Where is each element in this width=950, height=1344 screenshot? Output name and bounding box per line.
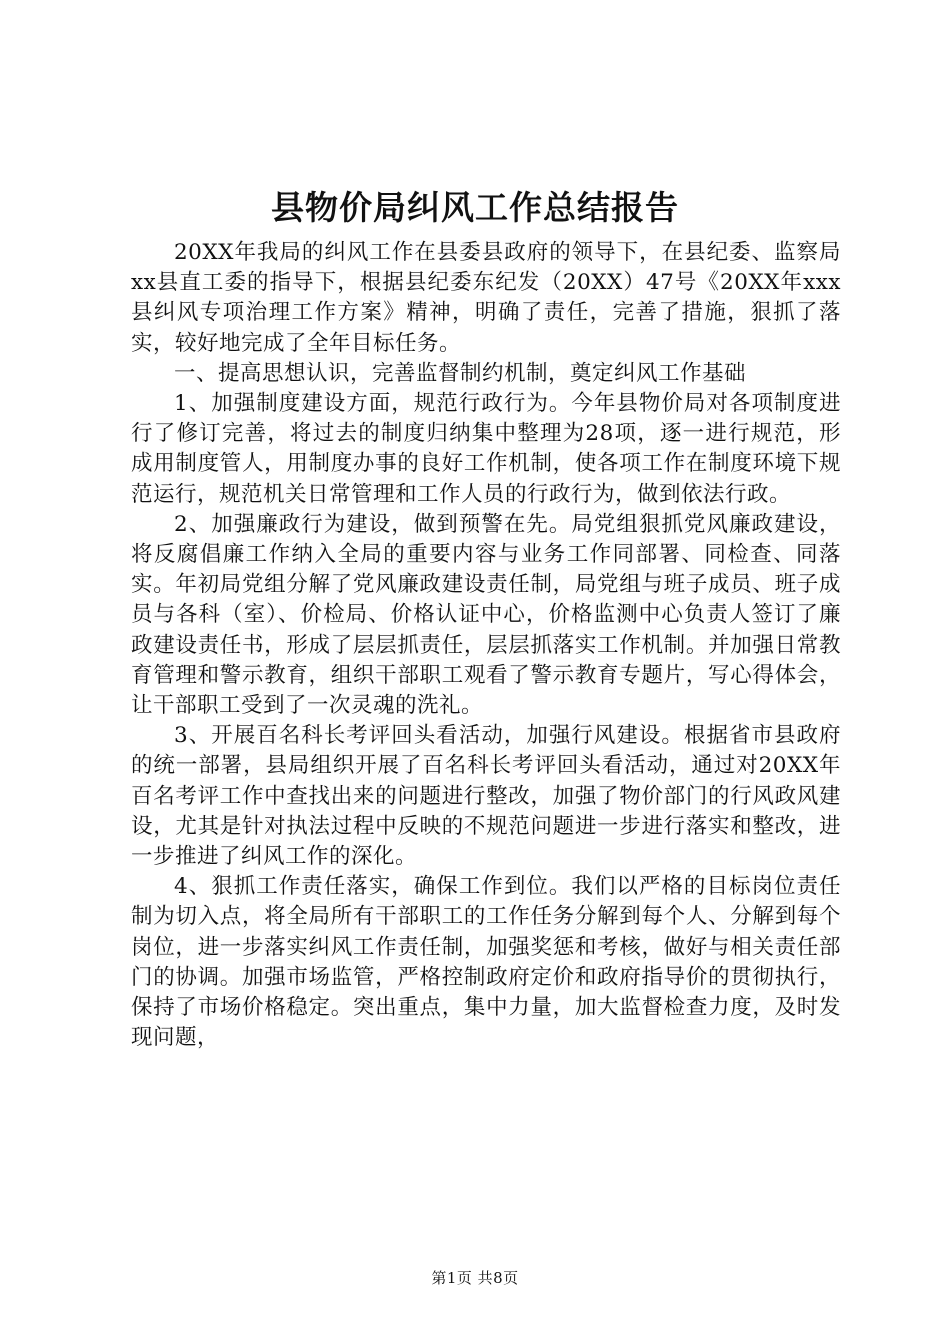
paragraph-item-4: 4、狠抓工作责任落实，确保工作到位。我们以严格的目标岗位责任制为切入点，将全局所有干部职工的工作任务分解到每个人、分解到每个岗位，进一步落实纠风工作责任制，加强奖惩和考核，做好与相关责任部门的协调。加强市场监管，严格控制政府定价和政府指导价的贯彻执行，保持了市场价格稳定。突出重点，集中力量，加大监督检查力度，及时发现问题， (131, 874, 841, 1051)
paragraph-intro: 20XX年我局的纠风工作在县委县政府的领导下，在县纪委、监察局xx县直工委的指导下，根据县纪委东纪发（20XX）47号《20XX年xxx县纠风专项治理工作方案》精神，明确了责任，完善了措施，狠抓了落实，较好地完成了全年目标任务。 (131, 240, 841, 356)
paragraph-item-2: 2、加强廉政行为建设，做到预警在先。局党组狠抓党风廉政建设，将反腐倡廉工作纳入全局的重要内容与业务工作同部署、同检查、同落实。年初局党组分解了党风廉政建设责任制，局党组与班子成员、班子成员与各科（室）、价检局、价格认证中心，价格监测中心负责人签订了廉政建设责任书，形成了层层抓责任，层层抓落实工作机制。并加强日常教育管理和警示教育，组织干部职工观看了警示教育专题片，写心得体会，让干部职工受到了一次灵魂的洗礼。 (131, 511, 841, 719)
document-title: 县物价局纠风工作总结报告 (271, 188, 679, 227)
section-heading-1: 一、提高思想认识，完善监督制约机制，奠定纠风工作基础 (174, 360, 747, 386)
paragraph-item-3: 3、开展百名科长考评回头看活动，加强行风建设。根据省市县政府的统一部署，县局组织开展了百名科长考评回头看活动，通过对20XX年百名考评工作中查找出来的问题进行整改，加强了物价部门的行风政风建设，尤其是针对执法过程中反映的不规范问题进一步进行落实和整改，进一步推进了纠风工作的深化。 (131, 723, 841, 870)
document-body (131, 238, 841, 1053)
page-footer: 第1页 共8页 (431, 1269, 519, 1287)
paragraph-item-1: 1、加强制度建设方面，规范行政行为。今年县物价局对各项制度进行了修订完善，将过去的制度归纳集中整理为28项，逐一进行规范，形成用制度管人，用制度办事的良好工作机制，使各项工作在制度环境下规范运行，规范机关日常管理和工作人员的行政行为，做到依法行政。 (131, 391, 841, 507)
